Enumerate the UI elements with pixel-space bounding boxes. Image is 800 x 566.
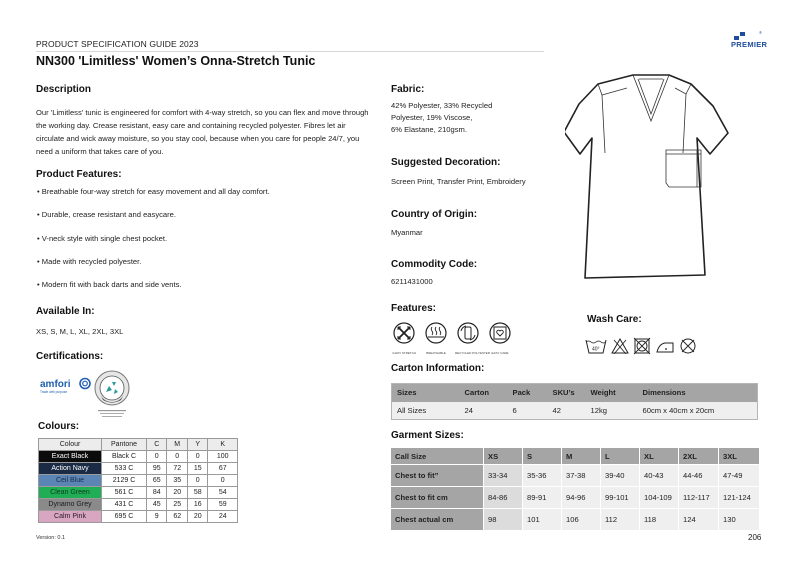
features-icon-row <box>391 321 513 355</box>
table-cell: 0 <box>187 475 207 487</box>
table-cell: 9 <box>147 511 167 523</box>
table-cell: 59 <box>208 499 238 511</box>
table-cell: 94-96 <box>562 487 601 509</box>
garment-size-table <box>390 447 760 531</box>
colour-row <box>39 451 238 463</box>
table-cell: 101 <box>523 509 562 531</box>
table-cell: 0 <box>167 451 187 463</box>
page-number: 206 <box>748 533 762 542</box>
commodity-code: 6211431000 <box>391 277 433 286</box>
table-cell: 106 <box>562 509 601 531</box>
table-cell: 42 <box>548 402 586 420</box>
easy-care-icon <box>488 321 512 345</box>
table-cell: 39-40 <box>601 465 640 487</box>
available-sizes: XS, S, M, L, XL, 2XL, 3XL <box>36 327 124 336</box>
table-cell: 84-86 <box>484 487 523 509</box>
feature-caption: 4-WAY STRETCH <box>391 351 417 355</box>
colour-row <box>39 475 238 487</box>
carton-heading: Carton Information: <box>391 363 485 374</box>
table-cell: 20 <box>187 511 207 523</box>
colour-row <box>39 499 238 511</box>
table-cell: All Sizes <box>392 402 460 420</box>
feature-caption: EASY CARE <box>491 351 509 355</box>
column-header: Weight <box>586 384 638 402</box>
table-cell: 121-124 <box>719 487 760 509</box>
table-cell: 100 <box>208 451 238 463</box>
table-cell: 35-36 <box>523 465 562 487</box>
certifications-heading: Certifications: <box>36 351 104 362</box>
fabric-line: 6% Elastane, 210gsm. <box>391 125 467 134</box>
table-cell: 84 <box>147 487 167 499</box>
product-features-heading: Product Features: <box>36 169 122 180</box>
feature-badge <box>487 321 513 355</box>
feature-badge <box>391 321 417 355</box>
table-cell: 54 <box>208 487 238 499</box>
table-cell: 24 <box>208 511 238 523</box>
column-header: K <box>208 439 238 451</box>
colour-swatch: Dynamo Grey <box>39 499 102 511</box>
amfori-logo <box>40 376 92 401</box>
commodity-heading: Commodity Code: <box>391 259 478 270</box>
logo-square-icon <box>740 32 745 36</box>
table-cell: 0 <box>208 475 238 487</box>
feature-item: • Breathable four-way stretch for easy movement and all day comfort. <box>37 187 270 196</box>
garment-sizes-heading: Garment Sizes: <box>391 430 464 441</box>
table-cell: 6 <box>508 402 548 420</box>
column-header: Pack <box>508 384 548 402</box>
table-cell: 124 <box>679 509 719 531</box>
table-row <box>391 509 760 531</box>
table-cell: 118 <box>640 509 679 531</box>
feature-badge <box>455 321 490 355</box>
colour-row <box>39 511 238 523</box>
table-cell: 695 C <box>102 511 147 523</box>
brand-name: PREMIER <box>731 40 768 49</box>
column-header: M <box>562 448 601 465</box>
tunic-illustration <box>565 70 745 290</box>
column-header: Sizes <box>392 384 460 402</box>
fabric-heading: Fabric: <box>391 84 425 95</box>
table-cell: 99-101 <box>601 487 640 509</box>
table-cell: 431 C <box>102 499 147 511</box>
table-cell: 98 <box>484 509 523 531</box>
table-cell: 44-46 <box>679 465 719 487</box>
description-text: Our 'Limitless' tunic is engineered for comfort with 4-way stretch, so you can flex and move through the working day. Crease resistant, easy care and containing recycled polyester. Fibres let air circulate and wick away moisture, so you stay cool, because when you care for people 24/7, you need a uniform that takes care of you. <box>36 108 369 156</box>
row-header: Chest to fit” <box>391 465 484 487</box>
feature-item: • Made with recycled polyester. <box>37 257 142 266</box>
colour-row <box>39 463 238 475</box>
wash-care-icon-row <box>585 337 697 355</box>
table-row <box>392 402 758 420</box>
table-cell: 47-49 <box>719 465 760 487</box>
svg-text:Trade with purpose: Trade with purpose <box>40 390 68 394</box>
table-cell: 24 <box>460 402 508 420</box>
origin-text: Myanmar <box>391 228 423 237</box>
table-cell: 112-117 <box>679 487 719 509</box>
recycled-polyester-icon <box>456 321 480 345</box>
table-cell: 20 <box>167 487 187 499</box>
amfori-wordmark: amfori <box>40 379 71 390</box>
wash-40-icon <box>585 337 607 355</box>
table-cell: 16 <box>187 499 207 511</box>
colour-swatch: Exact Black <box>39 451 102 463</box>
table-cell: 15 <box>187 463 207 475</box>
column-header: L <box>601 448 640 465</box>
table-cell: 65 <box>147 475 167 487</box>
feature-item: • Modern fit with back darts and side vents. <box>37 280 182 289</box>
table-row <box>391 465 760 487</box>
available-in-heading: Available In: <box>36 306 95 317</box>
column-header: Carton <box>460 384 508 402</box>
feature-caption: BREATHABLE <box>426 351 446 355</box>
table-cell: 33-34 <box>484 465 523 487</box>
column-header: M <box>167 439 187 451</box>
origin-heading: Country of Origin: <box>391 209 478 220</box>
feature-badge <box>423 321 449 355</box>
header-divider <box>36 51 544 52</box>
colours-heading: Colours: <box>38 421 80 432</box>
feature-caption: RECYCLED POLYESTER <box>455 351 490 355</box>
carton-table <box>391 383 758 420</box>
feature-item: • V-neck style with single chest pocket. <box>37 234 168 243</box>
table-cell: 112 <box>601 509 640 531</box>
features-heading: Features: <box>391 303 437 314</box>
do-not-dry-clean-icon <box>679 337 697 355</box>
table-cell: 0 <box>147 451 167 463</box>
product-title: NN300 'Limitless' Women’s Onna-Stretch Tunic <box>36 54 316 68</box>
table-cell: 561 C <box>102 487 147 499</box>
wash-care-heading: Wash Care: <box>587 314 642 325</box>
table-cell: 130 <box>719 509 760 531</box>
table-row <box>391 487 760 509</box>
table-cell: 104-109 <box>640 487 679 509</box>
fabric-line: 42% Polyester, 33% Recycled <box>391 101 493 110</box>
table-cell: 37-38 <box>562 465 601 487</box>
column-header: XL <box>640 448 679 465</box>
table-cell: 12kg <box>586 402 638 420</box>
table-cell: 2129 C <box>102 475 147 487</box>
column-header: SKU’s <box>548 384 586 402</box>
table-cell: 60cm x 40cm x 20cm <box>638 402 758 420</box>
column-header: S <box>523 448 562 465</box>
table-cell: 72 <box>167 463 187 475</box>
decoration-heading: Suggested Decoration: <box>391 157 501 168</box>
column-header: Y <box>187 439 207 451</box>
colour-row <box>39 487 238 499</box>
table-cell: 533 C <box>102 463 147 475</box>
wash-temp: 40° <box>592 346 600 353</box>
feature-item: • Durable, crease resistant and easycare. <box>37 210 176 219</box>
table-cell: 67 <box>208 463 238 475</box>
table-cell: 45 <box>147 499 167 511</box>
table-cell: 0 <box>187 451 207 463</box>
table-cell: 58 <box>187 487 207 499</box>
decoration-text: Screen Print, Transfer Print, Embroidery <box>391 177 526 186</box>
do-not-bleach-icon <box>611 337 629 355</box>
row-header: Chest to fit cm <box>391 487 484 509</box>
colour-swatch: Ceil Blue <box>39 475 102 487</box>
table-cell: 95 <box>147 463 167 475</box>
recycled-blended-seal <box>94 370 130 429</box>
column-header: 3XL <box>719 448 760 465</box>
table-cell: 89-91 <box>523 487 562 509</box>
column-header: Colour <box>39 439 102 451</box>
column-header: C <box>147 439 167 451</box>
table-cell: 40-43 <box>640 465 679 487</box>
column-header: 2XL <box>679 448 719 465</box>
column-header: Dimensions <box>638 384 758 402</box>
fabric-text <box>391 100 492 136</box>
table-cell: 35 <box>167 475 187 487</box>
description-heading: Description <box>36 84 92 95</box>
row-header: Chest actual cm <box>391 509 484 531</box>
fabric-line: Polyester, 19% Viscose, <box>391 113 473 122</box>
column-header: Call Size <box>391 448 484 465</box>
column-header: Pantone <box>102 439 147 451</box>
guide-title: PRODUCT SPECIFICATION GUIDE 2023 <box>36 39 199 49</box>
do-not-tumble-dry-icon <box>633 337 651 355</box>
column-header: XS <box>484 448 523 465</box>
four-way-stretch-icon <box>392 321 416 345</box>
breathable-icon <box>424 321 448 345</box>
table-cell: 62 <box>167 511 187 523</box>
colour-table <box>38 438 238 523</box>
registered-mark: ® <box>759 30 762 35</box>
version-label: Version: 0.1 <box>36 535 66 541</box>
colour-swatch: Calm Pink <box>39 511 102 523</box>
colour-swatch: Action Navy <box>39 463 102 475</box>
table-cell: Black C <box>102 451 147 463</box>
iron-low-icon <box>655 337 675 355</box>
table-cell: 25 <box>167 499 187 511</box>
colour-swatch: Clean Green <box>39 487 102 499</box>
